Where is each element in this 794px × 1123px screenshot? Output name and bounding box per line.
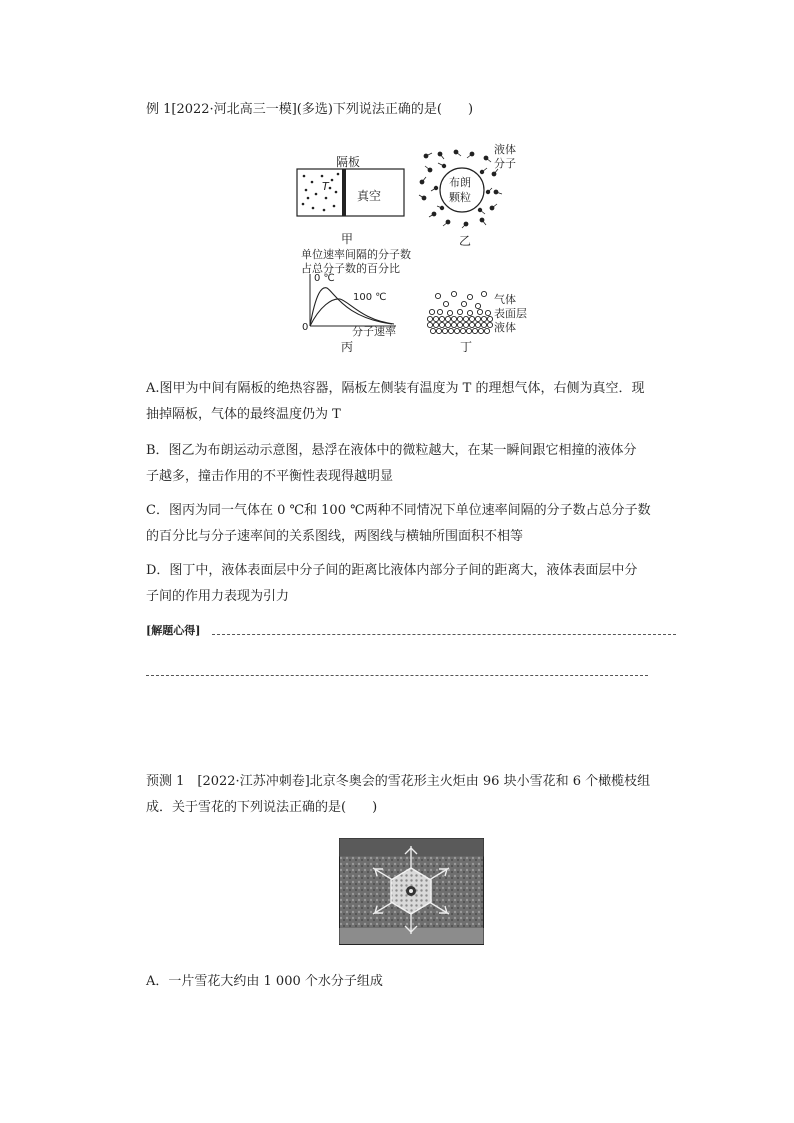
example-title: 例 1[2022·河北高三一模](多选)下列说法正确的是( )	[146, 102, 474, 117]
caption-yi: 乙	[459, 234, 472, 248]
prediction-1-line1: 预测 1 [2022·江苏冲刺卷]北京冬奥会的雪花形主火炬由 96 块小雪花和 6 个橄榄枝组	[146, 774, 651, 789]
surface-layer-label: 表面层	[494, 307, 527, 320]
gas-label: 气体	[494, 293, 516, 306]
origin-label: 0	[302, 322, 309, 333]
option-c-line2: 的百分比与分子速率间的关系图线，两图线与横轴所围面积不相等	[146, 529, 524, 544]
bing-xlabel: 分子速率	[352, 325, 396, 338]
caption-ding: 丁	[460, 340, 473, 354]
surface-layer-diagram	[424, 290, 494, 334]
option-b	[146, 438, 678, 490]
particle-label-2: 颗粒	[449, 191, 471, 204]
caption-bing: 丙	[341, 340, 354, 354]
curve-label-100c: 100 ℃	[353, 292, 387, 303]
prediction-1-line2: 成．关于雪花的下列说法正确的是( )	[146, 800, 378, 815]
option-a-line2: 抽掉隔板，气体的最终温度仍为 T	[146, 407, 341, 422]
option-c-line1: C．图丙为同一气体在 0 ℃和 100 ℃两种不同情况下单位速率间隔的分子数占总分子数	[146, 503, 651, 518]
liquid-label-1: 液体	[494, 143, 516, 156]
liquid-label-2: 分子	[494, 157, 516, 170]
notes-line-1	[212, 634, 676, 635]
option-c	[146, 498, 678, 550]
notes-line-2	[146, 675, 648, 676]
particle-label-1: 布朗	[449, 176, 471, 189]
notes-label: [解题心得]	[146, 624, 201, 637]
prediction-option-a: A．一片雪花大约由 1 000 个水分子组成	[146, 974, 383, 989]
prediction-1	[146, 769, 678, 821]
bing-ylabel-1: 单位速率间隔的分子数	[301, 248, 411, 261]
curve-label-0c: 0 ℃	[314, 273, 335, 284]
option-d-line2: 子间的作用力表现为引力	[146, 589, 290, 604]
option-b-line1: B．图乙为布朗运动示意图，悬浮在液体中的微粒越大，在某一瞬间跟它相撞的液体分	[146, 443, 637, 458]
vacuum-label: 真空	[357, 189, 382, 203]
caption-jia: 甲	[341, 232, 354, 246]
bing-ylabel-2: 占总分子数的百分比	[301, 262, 400, 275]
option-a-line1: A.图甲为中间有隔板的绝热容器，隔板左侧装有温度为 T 的理想气体，右侧为真空．现	[146, 381, 645, 396]
snowflake-torch-photo	[339, 838, 484, 945]
option-d	[146, 558, 678, 610]
temperature-label: T	[322, 180, 329, 193]
option-a	[146, 376, 678, 428]
container-diagram	[296, 168, 406, 218]
option-d-line1: D．图丁中，液体表面层中分子间的距离比液体内部分子间的距离大，液体表面层中分	[146, 563, 638, 578]
partition-label: 隔板	[336, 155, 361, 169]
option-b-line2: 子越多，撞击作用的不平衡性表现得越明显	[146, 469, 394, 484]
liquid-label: 液体	[494, 321, 516, 334]
